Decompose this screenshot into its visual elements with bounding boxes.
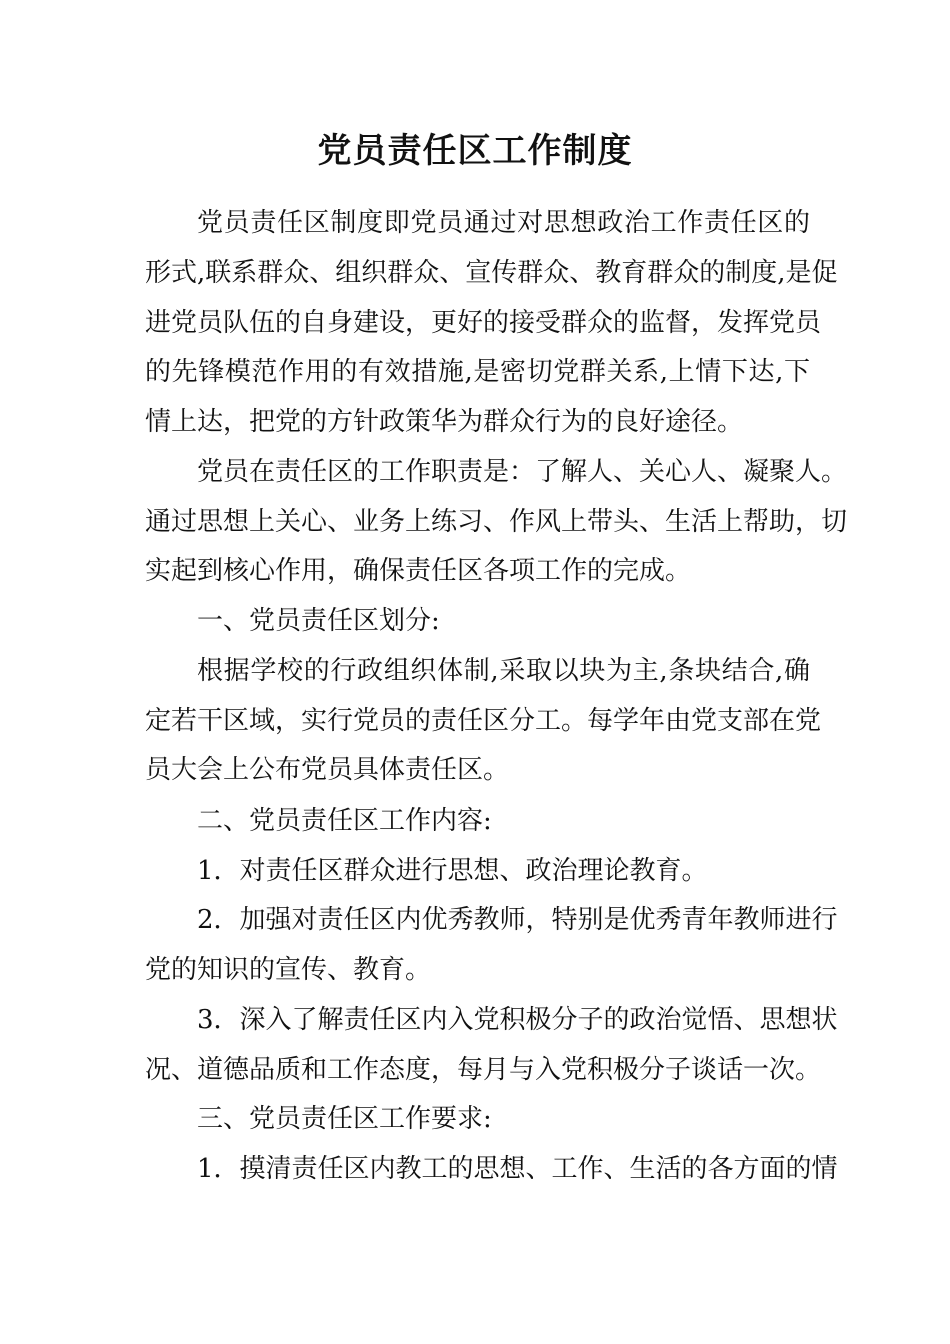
document-title: 党员责任区工作制度 — [317, 131, 633, 171]
paragraph-line: 党的知识的宣传、教育。 — [145, 955, 432, 985]
list-item: 1．摸清责任区内教工的思想、工作、生活的各方面的情 — [197, 1154, 838, 1184]
paragraph-line: 况、道德品质和工作态度，每月与入党积极分子谈话一次。 — [145, 1055, 822, 1085]
list-item: 1．对责任区群众进行思想、政治理论教育。 — [197, 856, 708, 886]
paragraph-line: 根据学校的行政组织体制,采取以块为主,条块结合,确 — [197, 656, 810, 686]
paragraph-line: 的先锋模范作用的有效措施,是密切党群关系,上情下达,下 — [145, 357, 810, 387]
paragraph-line: 通过思想上关心、业务上练习、作风上带头、生活上帮助，切 — [145, 507, 848, 537]
paragraph-line: 员大会上公布党员具体责任区。 — [145, 755, 510, 785]
paragraph-line: 定若干区域，实行党员的责任区分工。每学年由党支部在党 — [145, 706, 822, 736]
section-heading: 三、党员责任区工作要求: — [197, 1104, 492, 1134]
paragraph-line: 实起到核心作用，确保责任区各项工作的完成。 — [145, 556, 692, 586]
paragraph-line: 党员在责任区的工作职责是：了解人、关心人、凝聚人。 — [197, 457, 848, 487]
list-item: 2．加强对责任区内优秀教师，特别是优秀青年教师进行 — [197, 905, 838, 935]
paragraph-line: 形式,联系群众、组织群众、宣传群众、教育群众的制度,是促 — [145, 258, 838, 288]
list-item: 3．深入了解责任区内入党积极分子的政治觉悟、思想状 — [197, 1005, 838, 1035]
section-heading: 二、党员责任区工作内容: — [197, 806, 492, 836]
paragraph-line: 进党员队伍的自身建设，更好的接受群众的监督，发挥党员 — [145, 308, 822, 338]
section-heading: 一、党员责任区划分: — [197, 606, 440, 636]
paragraph-line: 情上达，把党的方针政策华为群众行为的良好途径。 — [145, 407, 744, 437]
paragraph-line: 党员责任区制度即党员通过对思想政治工作责任区的 — [197, 208, 810, 238]
